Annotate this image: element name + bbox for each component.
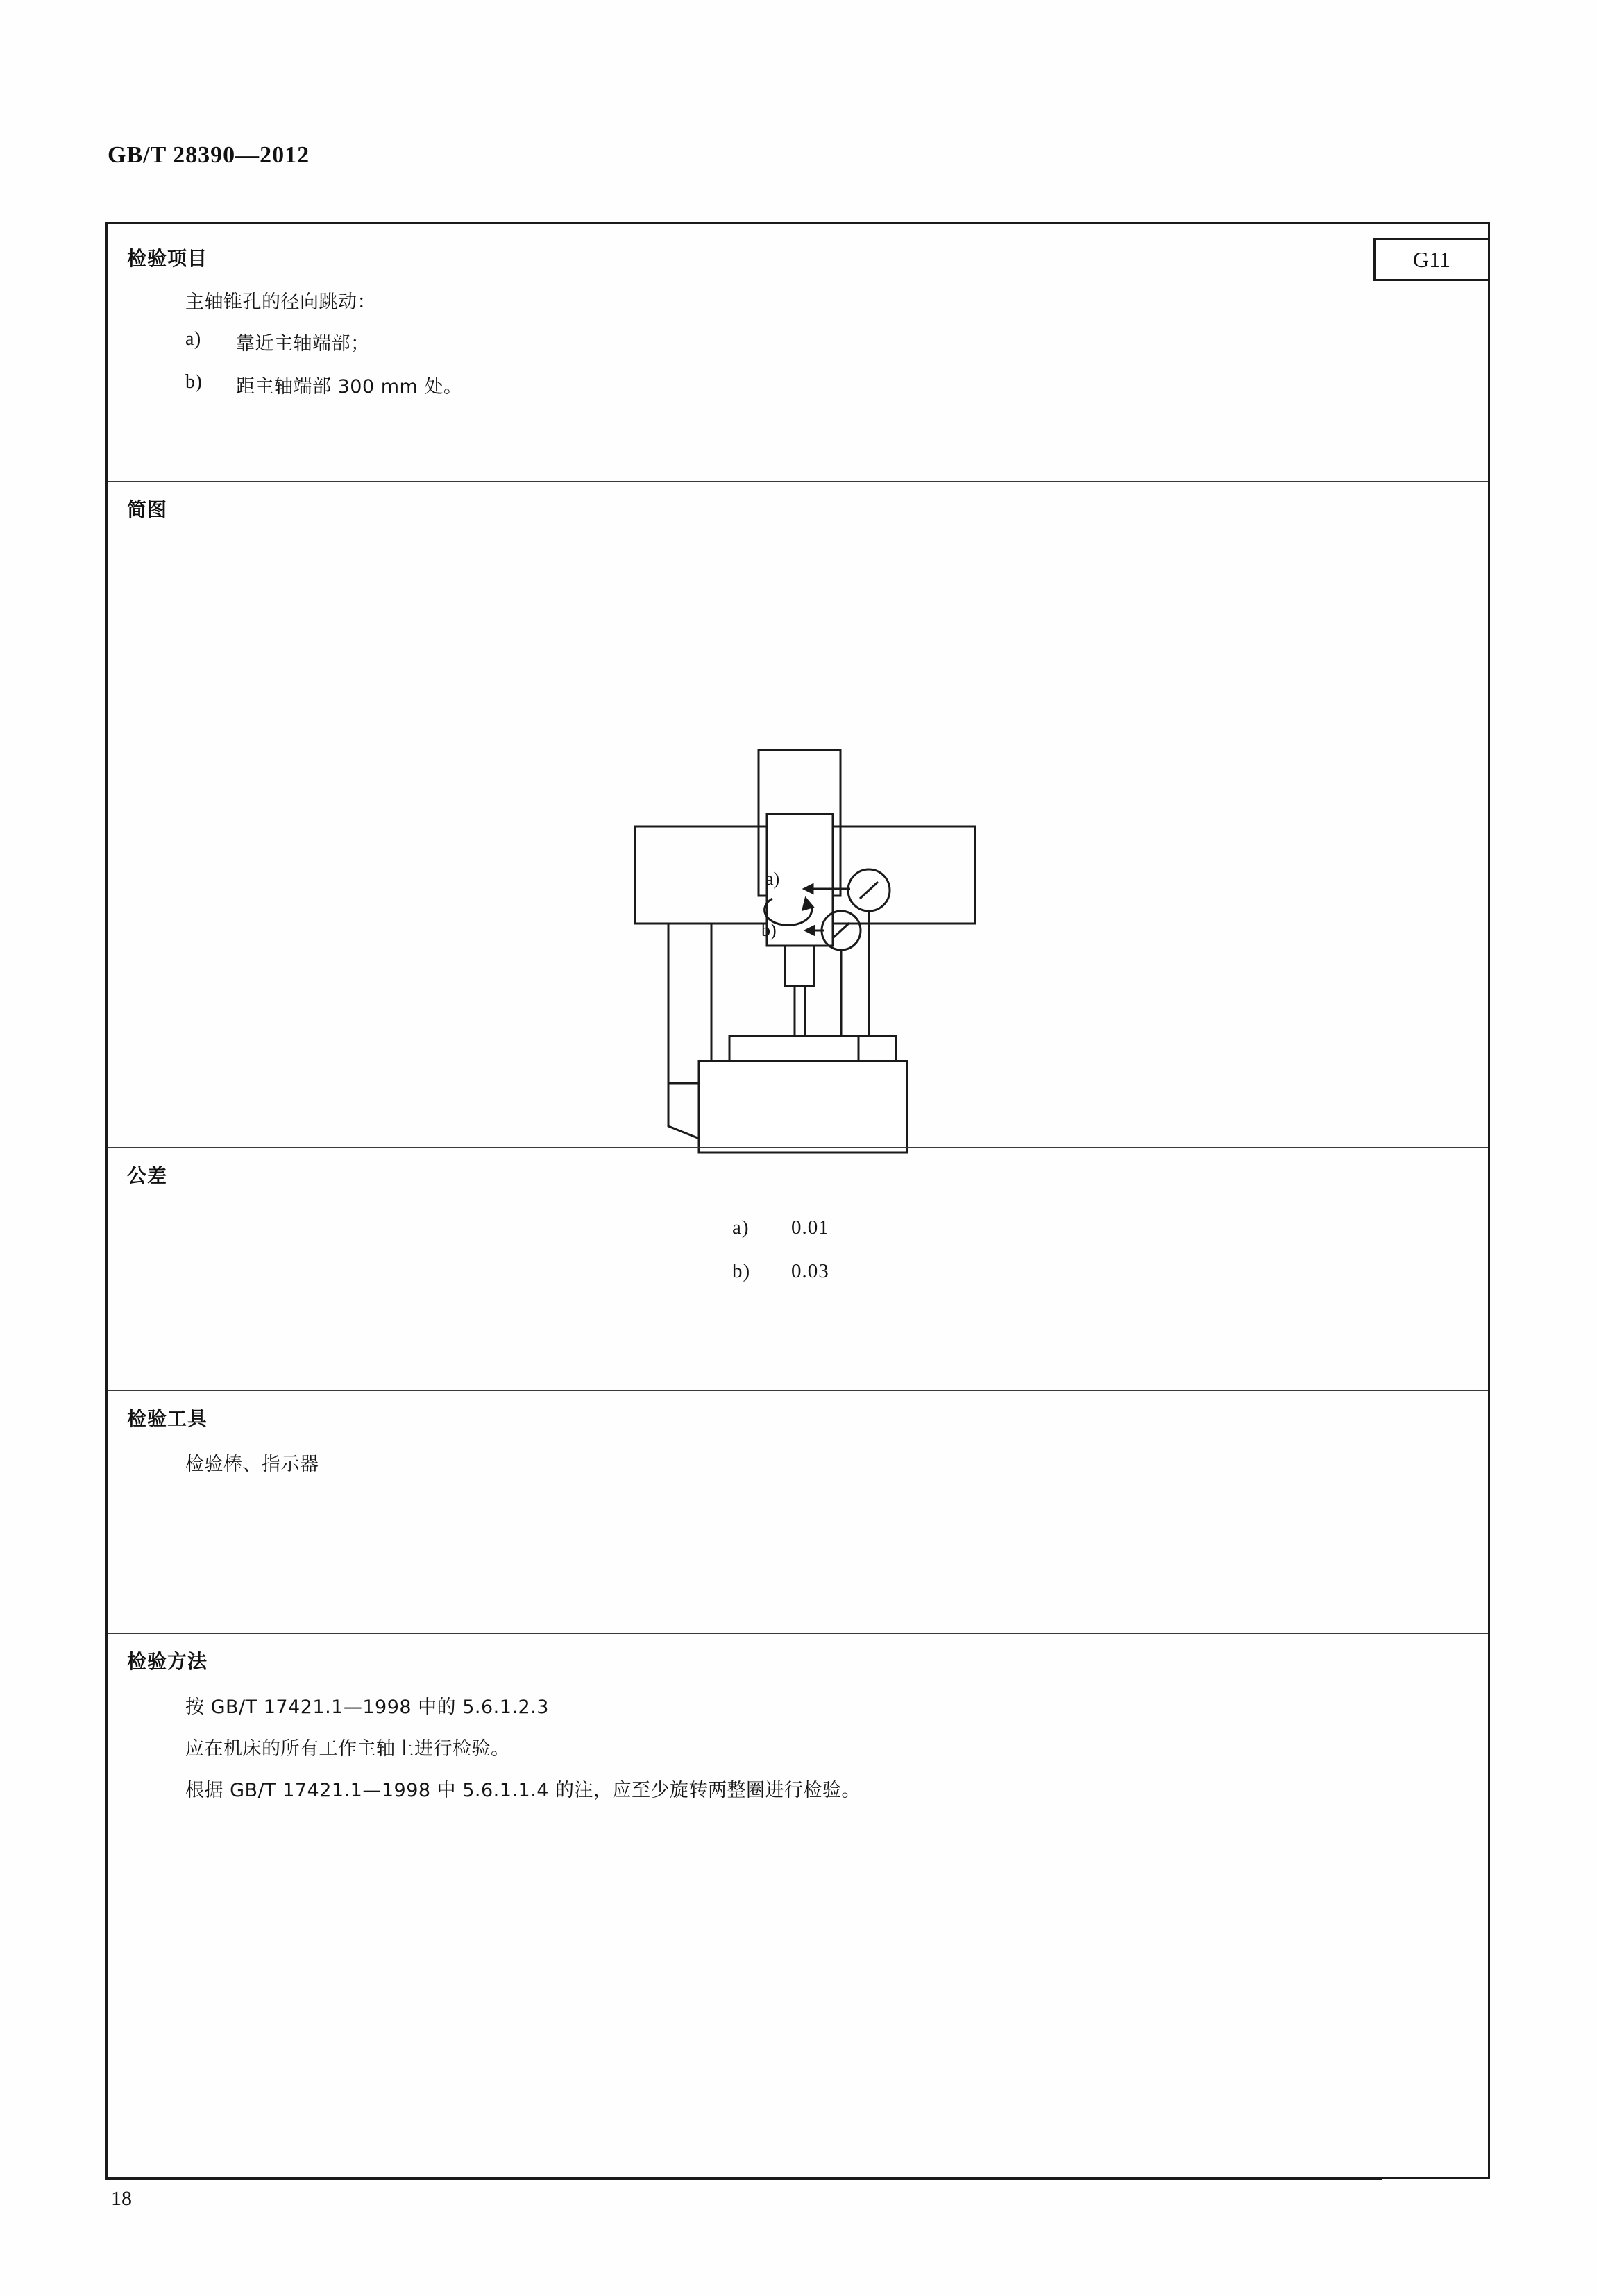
spindle-runout-diagram	[538, 738, 1065, 1334]
method-line-3: 根据 GB/T 17421.1—1998 中 5.6.1.1.4 的注，应至少旋转两整圈进行检验。	[185, 1780, 861, 1801]
section-label-tolerance: 公差	[127, 1164, 168, 1187]
svg-text:b): b)	[761, 920, 777, 940]
method-line-1: 按 GB/T 17421.1—1998 中的 5.6.1.2.3	[185, 1697, 549, 1718]
section-divider-1	[108, 481, 1488, 482]
tolerance-marker-a: a)	[732, 1216, 750, 1239]
tolerance-marker-b: b)	[732, 1260, 751, 1282]
section-label-diagram: 简图	[127, 498, 168, 521]
inspection-item-marker-b: b)	[185, 371, 203, 393]
section-label-inspection-item: 检验项目	[127, 247, 208, 270]
section-divider-2	[108, 1147, 1488, 1148]
inspection-sheet-frame	[105, 222, 1490, 2179]
section-divider-4	[108, 1633, 1488, 1634]
section-divider-3	[108, 1390, 1488, 1391]
inspection-item-marker-a: a)	[185, 328, 201, 350]
standard-code-header: GB/T 28390—2012	[108, 142, 310, 168]
svg-text:a): a)	[765, 869, 780, 889]
inspection-item-title: 主轴锥孔的径向跳动：	[185, 291, 376, 313]
tolerance-value-b: 0.03	[791, 1260, 829, 1282]
page-number: 18	[111, 2187, 132, 2210]
tools-text: 检验棒、指示器	[185, 1454, 319, 1475]
footer-divider	[105, 2179, 1382, 2180]
section-label-method: 检验方法	[127, 1650, 208, 1673]
inspection-item-text-a: 靠近主轴端部；	[236, 333, 370, 355]
tolerance-value-a: 0.01	[791, 1216, 829, 1239]
section-label-tools: 检验工具	[127, 1407, 208, 1430]
inspection-item-text-b: 距主轴端部 300 mm 处。	[236, 376, 463, 398]
status-badge: G11	[1373, 238, 1490, 281]
method-line-2: 应在机床的所有工作主轴上进行检验。	[185, 1738, 510, 1760]
